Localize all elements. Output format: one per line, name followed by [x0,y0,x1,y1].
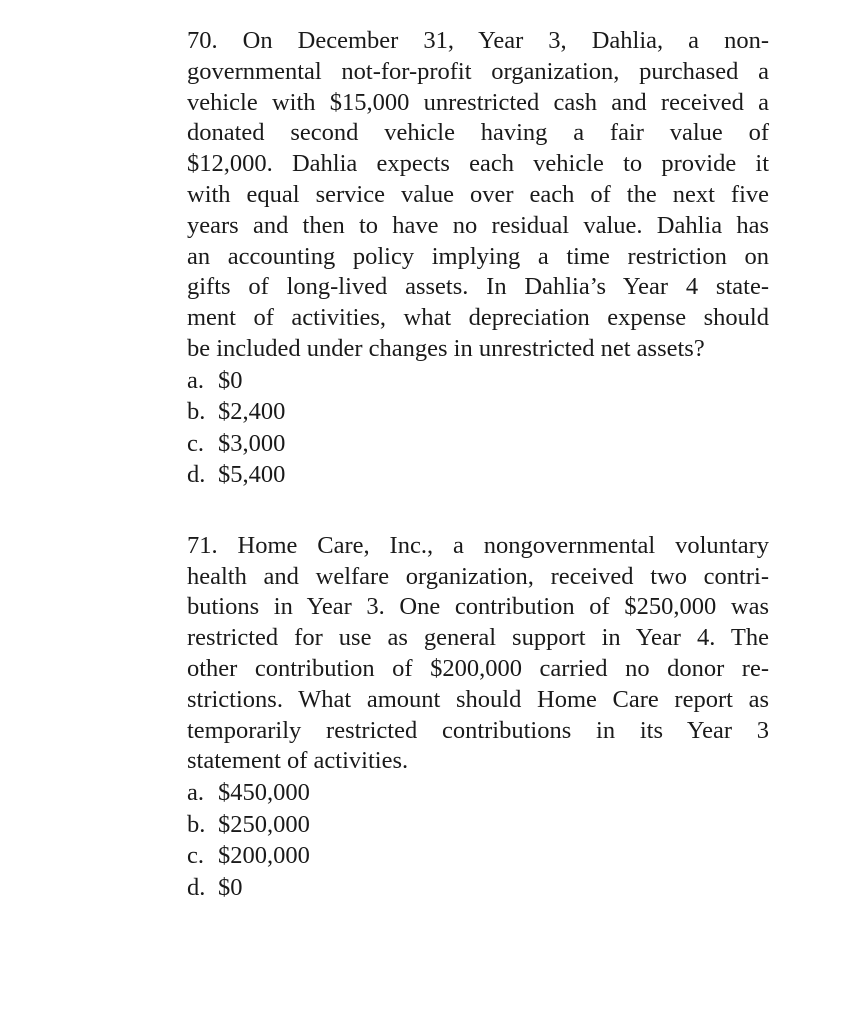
option-text: $0 [218,366,243,394]
question-line: statement of activities. [187,747,409,775]
answer-option-b [187,396,769,428]
option-letter: c. [187,429,204,457]
answer-option-a [187,777,769,809]
option-letter: d. [187,461,206,489]
option-letter: a. [187,779,204,807]
question-line: $12,000. Dahlia expects each vehicle to provide it [187,150,769,178]
question-line: gifts of long-lived assets. In Dahlia’s Year 4 state- [187,273,769,301]
option-text: $5,400 [218,461,286,489]
question-line: be included under changes in unrestricted net assets? [187,334,705,362]
question-line: years and then to have no residual value. Dahlia has [187,211,769,239]
answer-option-a [187,365,769,397]
question-line: vehicle with $15,000 unrestricted cash and received a [187,88,769,116]
answer-option-d [187,459,769,491]
option-letter: d. [187,873,206,901]
question-line: health and welfare organization, received two contri- [187,562,769,590]
option-text: $0 [218,873,243,901]
answer-option-c [187,840,769,872]
question-line: with equal service value over each of the next five [187,180,769,208]
option-text: $2,400 [218,398,286,426]
question-line: butions in Year 3. One contribution of $250,000 was [187,593,769,621]
question-line: donated second vehicle having a fair value of [187,119,769,147]
question-line: governmental not-for-profit organization, purchased a [187,57,769,85]
answer-option-b [187,809,769,841]
option-text: $3,000 [218,429,286,457]
option-letter: a. [187,366,204,394]
question-line: 71. Home Care, Inc., a nongovernmental voluntary [187,531,769,559]
question-line: ment of activities, what depreciation expense should [187,304,769,332]
question-line: temporarily restricted contributions in its Year 3 [187,716,769,744]
answer-options [187,365,769,491]
question-text [187,26,769,365]
question-line: strictions. What amount should Home Care report as [187,685,769,713]
question-line: restricted for use as general support in Year 4. The [187,624,769,652]
document-page [187,26,769,903]
question-line: 70. On December 31, Year 3, Dahlia, a non- [187,27,769,54]
question-text [187,531,769,777]
question-line: an accounting policy implying a time restriction on [187,242,769,270]
option-text: $250,000 [218,810,310,838]
question-line: other contribution of $200,000 carried no donor re- [187,654,769,682]
question-spacer [187,491,769,531]
option-text: $200,000 [218,842,310,870]
option-text: $450,000 [218,779,310,807]
option-letter: b. [187,810,206,838]
option-letter: c. [187,842,204,870]
answer-option-d [187,872,769,904]
question-70 [187,26,769,491]
option-letter: b. [187,398,206,426]
question-71 [187,531,769,903]
answer-option-c [187,428,769,460]
answer-options [187,777,769,903]
